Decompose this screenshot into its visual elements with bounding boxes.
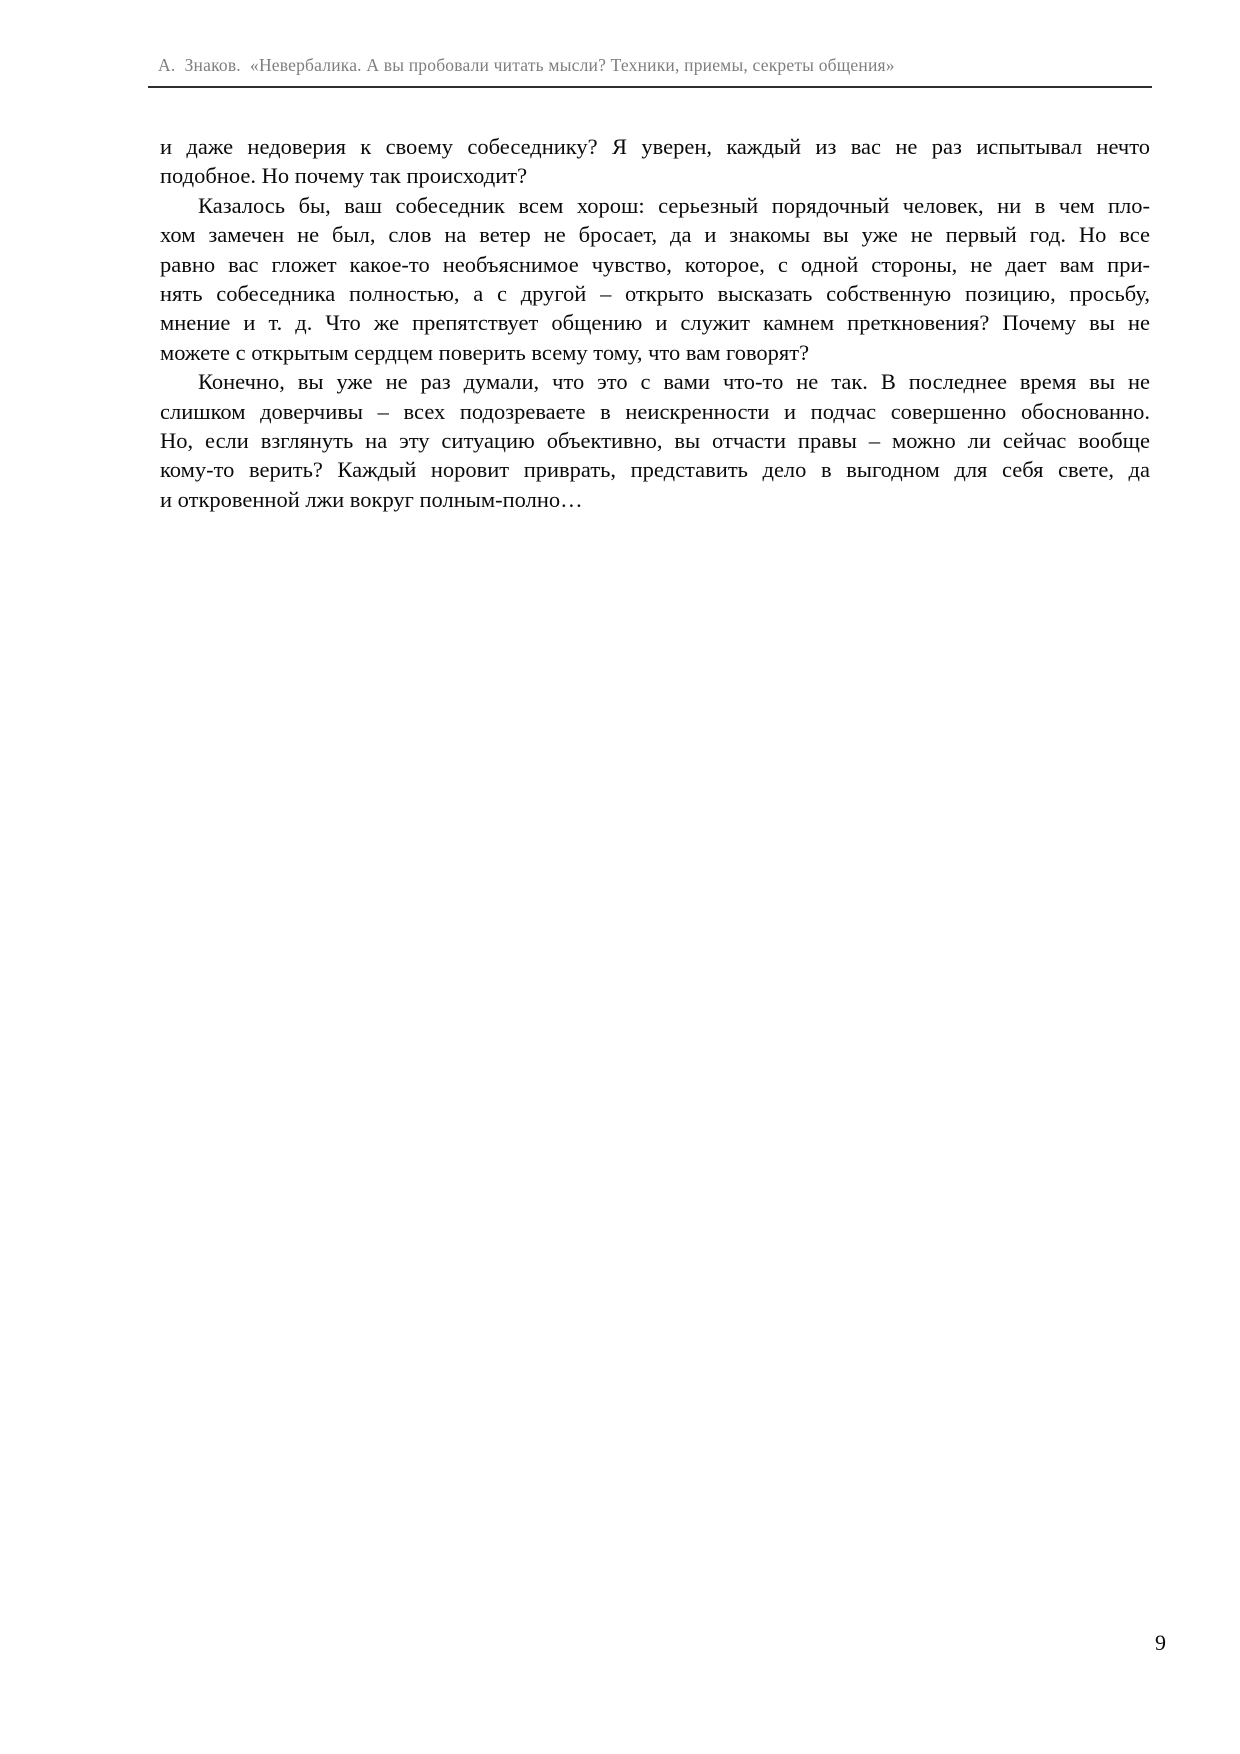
text-line: нять собеседника полностью, а с другой – открыто высказать собственную позицию, просьбу, xyxy=(160,281,1150,307)
text-line: Конечно, вы уже не раз думали, что это с вами что-то не так. В последнее время вы не xyxy=(198,369,1150,395)
text-line: подобное. Но почему так происходит? xyxy=(160,163,528,189)
text-line: мнение и т. д. Что же препятствует общению и служит камнем преткновения? Почему вы не xyxy=(160,310,1150,336)
text-line: можете с открытым сердцем поверить всему тому, что вам говорят? xyxy=(160,339,810,365)
body-text xyxy=(160,132,1150,514)
text-line: кому-то верить? Каждый норовит приврать, представить дело в выгодном для себя свете, да xyxy=(160,457,1150,483)
text-line: слишком доверчивы – всех подозреваете в неискренности и подчас совершенно обоснованно. xyxy=(160,398,1150,424)
page-number: 9 xyxy=(1155,1630,1166,1655)
running-header: А. Знаков. «Невербалика. А вы пробовали читать мысли? Техники, приемы, секреты общения» xyxy=(158,55,895,75)
text-line: и даже недоверия к своему собеседнику? Я уверен, каждый из вас не раз испытывал нечто xyxy=(160,134,1150,159)
text-line: равно вас гложет какое-то необъяснимое чувство, которое, с одной стороны, не дает вам при- xyxy=(160,251,1150,277)
text-line: Казалось бы, ваш собеседник всем хорош: серьезный порядочный человек, ни в чем пло- xyxy=(198,192,1150,218)
text-line: Но, если взглянуть на эту ситуацию объективно, вы отчасти правы – можно ли сейчас вообще xyxy=(160,428,1150,454)
text-line: и откровенной лжи вокруг полным-полно… xyxy=(160,486,583,512)
text-line: хом замечен не был, слов на ветер не бросает, да и знакомы вы уже не первый год. Но все xyxy=(160,222,1150,248)
header-rule xyxy=(148,86,1152,88)
